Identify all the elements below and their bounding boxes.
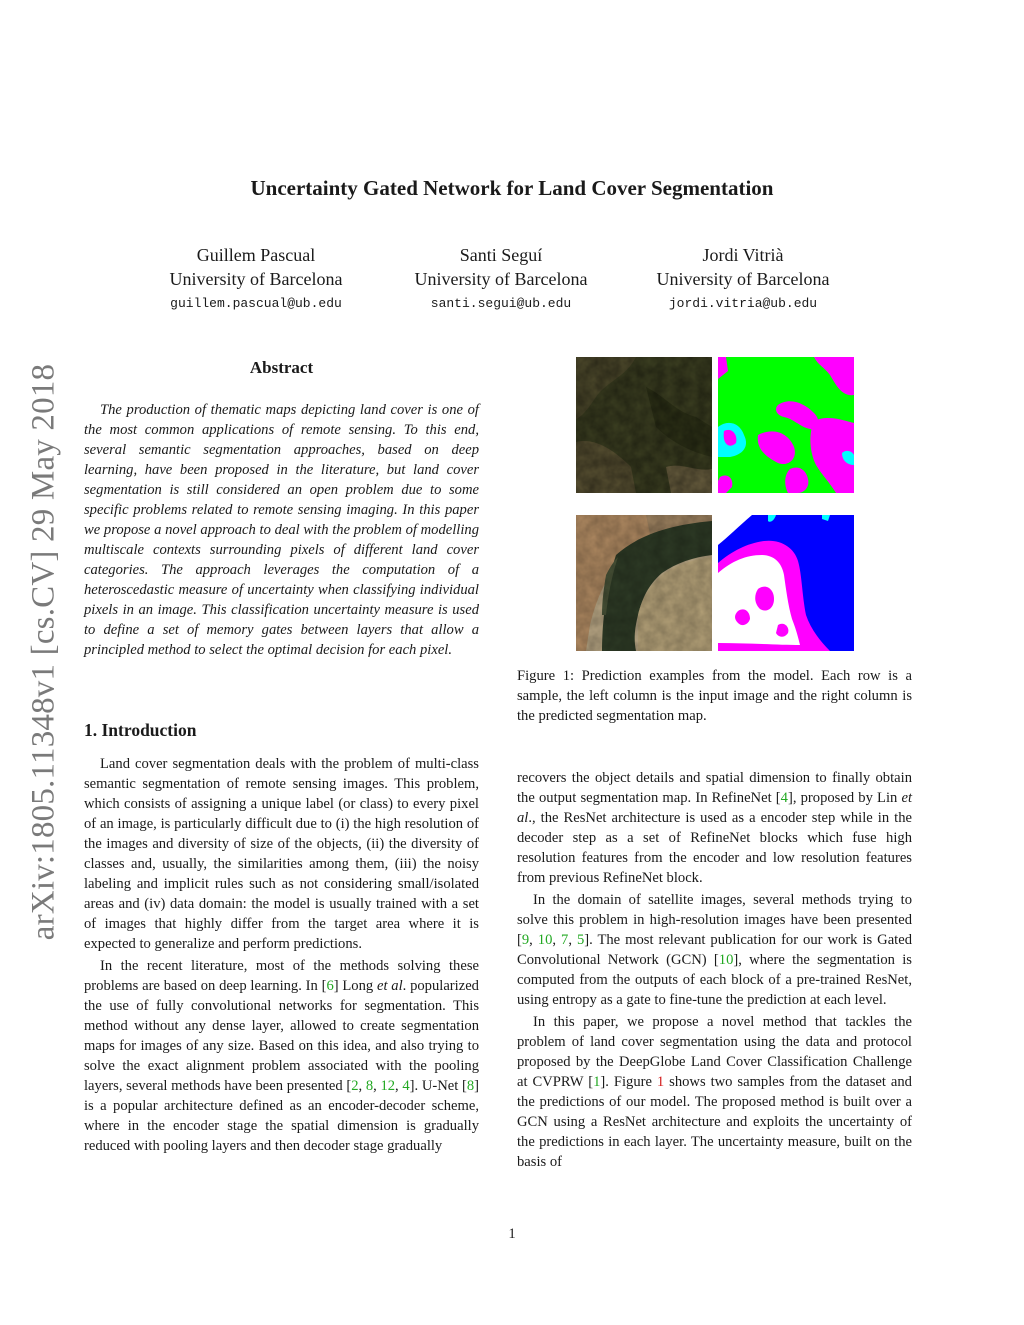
citation-link[interactable]: 2 [351,1078,359,1094]
segmentation-forest [718,357,854,493]
abstract-body [84,400,479,660]
figure-reference-link[interactable]: 1 [656,1074,665,1090]
author-email[interactable]: guillem.pascual@ub.edu [170,296,342,311]
satellite-input-forest [576,357,712,493]
right-paragraph-3: In this paper, we propose a novel method that tackles the problem of land cover segmentation using the data and protocol proposed by the DeepGlobe Land Cover Classification Challenge at CVPRW [1]. Figure 1 shows two samples from the dataset and the predictions of our model. The proposed method is built over a GCN using a ResNet architecture and exploits the uncertainty of the predictions in each layer. The uncertainty measure, built on the basis of [517,1014,912,1170]
right-column-body [517,768,912,1172]
satellite-input-river [576,515,712,651]
citation-link[interactable]: 12 [380,1078,396,1094]
right-paragraph-1: recovers the object details and spatial dimension to finally obtain the output segmentation map. In RefineNet [4], proposed by Lin et al., the ResNet architecture is used as a encoder step while in the decoder step as a set of RefineNet blocks which fuse high resolution features from the encoder and low resolution features from previous RefineNet block. [517,770,913,886]
figure-1-caption: Figure 1: Prediction examples from the model. Each row is a sample, the left column is the input image and the right column is the predicted segmentation map. [517,668,912,724]
author-email[interactable]: santi.segui@ub.edu [430,296,572,311]
author-name: Jordi Vitrià [702,245,784,265]
citation-link[interactable]: 7 [561,932,569,948]
page-number: 1 [508,1226,516,1242]
citation-link[interactable]: 8 [365,1078,374,1094]
segmentation-river [718,515,854,651]
author-affiliation: University of Barcelona [414,269,588,289]
section-heading-introduction: 1. Introduction [84,720,197,740]
author-name: Guillem Pascual [196,245,316,265]
author-name: Santi Seguí [459,245,543,265]
author-block [613,243,873,312]
intro-paragraph-1: Land cover segmentation deals with the problem of multi-class semantic segmentation of remote sensing images. This problem, which consists of assigning a unique label (or class) to every pixel of an image, is particularly difficult due to (i) the high resolution of the images and diversity of size of the objects, (ii) the diversity of classes and, usually, the similarities among them, (iii) the noisy labeling and implicit rules such as not considering small/isolated areas and (iv) data domain: the model is usually trained with a set of images that highly differ from the target area where it is expected to generalize and perform predictions. [84,756,479,952]
paper-title: Uncertainty Gated Network for Land Cover Segmentation [250,176,774,200]
citation-link[interactable]: 4 [402,1078,410,1094]
citation-link[interactable]: 8 [466,1078,475,1094]
author-email[interactable]: jordi.vitria@ub.edu [668,296,818,311]
author-block [371,243,631,312]
author-affiliation: University of Barcelona [169,269,343,289]
abstract-text: The production of thematic maps depicting land cover is one of the most common applications of remote sensing. To this end, several semantic segmentation approaches, based on deep learning, have been proposed in the literature, but land cover segmentation is still considered an open problem due to some specific problems related to remote sensing imaging. In this paper we propose a novel approach to deal with the problem of modelling multiscale contexts surrounding pixels of different land cover categories. The approach leverages the computation of a heteroscedastic measure of uncertainty when classifying individual pixels in an image. This classification uncertainty measure is used to define a set of memory gates between layers that allow a principled method to select the optimal decision for each pixel. [84,402,479,658]
citation-link[interactable]: 5 [576,932,585,948]
intro-paragraph-2: In the recent literature, most of the methods solving these problems are based on deep learning. In [6] Long et al. popularized the use of fully convolutional networks for segmentation. This method without any dense layer, allowed to create segmentation maps for images of any size. Based on this idea, and also trying to solve the exact alignment problem associated with the pooling layers, several methods have been presented [2, 8, 12, 4]. U-Net [8] is a popular architecture defined as an encoder-decoder scheme, where in the encoder stage the spatial dimension is gradually reduced with pooling layers and then decoder stage gradually [84,958,480,1154]
citation-link[interactable]: 10 [537,932,553,948]
citation-link[interactable]: 6 [326,978,334,994]
author-affiliation: University of Barcelona [656,269,830,289]
citation-link[interactable]: 9 [521,932,530,948]
citation-link[interactable]: 1 [593,1074,601,1090]
citation-link[interactable]: 4 [780,790,788,806]
citation-link[interactable]: 10 [718,952,734,968]
introduction-body [84,754,479,1156]
author-block [126,243,386,312]
arxiv-identifier: arXiv:1805.11348v1 [cs.CV] 29 May 2018 [25,363,62,941]
abstract-heading: Abstract [249,358,314,377]
right-paragraph-2: In the domain of satellite images, several methods trying to solve this problem in high-resolution images have been presented [9, 10, 7, 5]. The most relevant publication for our work is Gated Convolutional Network (GCN) [10], where the segmentation is computed from the outputs of each block of a pre-trained ResNet, using entropy as a gate to fine-tune the prediction at each level. [517,892,912,1008]
figure-1 [576,357,854,651]
